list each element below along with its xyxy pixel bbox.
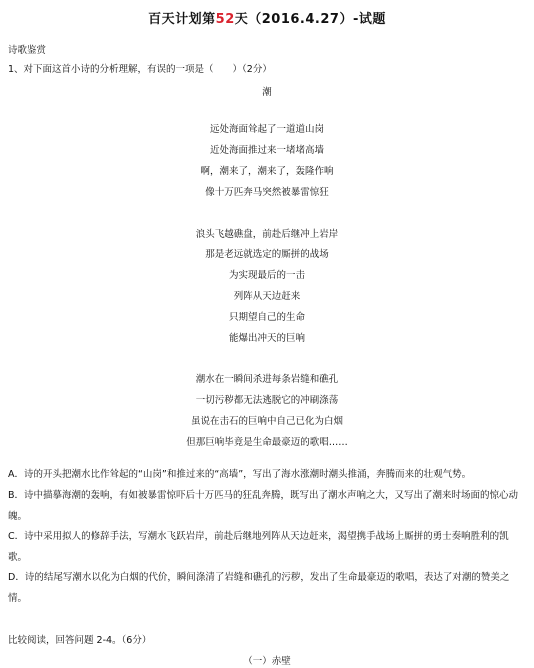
title-prefix: 百天计划第 bbox=[148, 12, 216, 27]
option-a: A．诗的开头把潮水比作耸起的“山岗”和推过来的“高墙”，写出了海水涨潮时潮头推涌，奔腾而来的壮观气势。 bbox=[8, 469, 472, 480]
poem-line: 那是老远就选定的厮拼的战场 bbox=[205, 249, 329, 260]
poem-title: 潮 bbox=[262, 87, 272, 98]
option-b: B．诗中描摹海潮的轰响，有如被暴雷惊吓后十万匹马的狂乱奔腾，既写出了潮水声响之大，又写出了潮来时场面的惊心动魄。 bbox=[8, 490, 519, 522]
poem-line: 列阵从天边赶来 bbox=[233, 291, 301, 302]
poem-line: 像十万匹奔马突然被暴雷惊狂 bbox=[205, 187, 329, 198]
poem-line: 为实现最后的一击 bbox=[228, 270, 305, 281]
poem-line: 但那巨响毕竟是生命最豪迈的歌唱…… bbox=[186, 437, 348, 448]
page-title bbox=[0, 8, 534, 27]
question-1: 1、对下面这首小诗的分析理解，有误的一项是（ ）（2分） bbox=[8, 64, 272, 75]
section-one-title: （一）赤壁 bbox=[243, 656, 291, 667]
poem-line: 啊，潮来了，潮来了，轰隆作响 bbox=[200, 166, 334, 177]
poem-line: 潮水在一瞬间杀进每条岩缝和礁孔 bbox=[195, 374, 339, 385]
section-heading: 诗歌鉴赏 bbox=[8, 45, 47, 56]
poem-line: 只期望自己的生命 bbox=[228, 312, 305, 323]
title-day-number: 52 bbox=[215, 12, 235, 27]
reading-instruction: 比较阅读，回答问题 2-4。（6分） bbox=[8, 635, 152, 646]
poem-line: 虽说在击石的巨响中自己已化为白烟 bbox=[190, 416, 343, 427]
title-suffix: 天（2016.4.27）-试题 bbox=[234, 12, 386, 27]
option-c: C．诗中采用拟人的修辞手法，写潮水飞跃岩岸，前赴后继地列阵从天边赶来，渴望携手战场上厮拼的勇士奏响胜利的凯歌。 bbox=[8, 531, 509, 563]
poem-line: 浪头飞越礁盘，前赴后继冲上岩岸 bbox=[195, 229, 339, 240]
poem-line: 近处海面推过来一堵堵高墙 bbox=[209, 145, 324, 156]
poem-line: 远处海面耸起了一道道山岗 bbox=[209, 124, 324, 135]
poem-line: 一切污秽都无法逃脱它的冲刷涤荡 bbox=[195, 395, 339, 406]
poem-line: 能爆出冲天的巨响 bbox=[228, 333, 305, 344]
option-d: D．诗的结尾写潮水以化为白烟的代价，瞬间涤清了岩缝和礁孔的污秽，发出了生命最豪迈的歌唱，表达了对潮的赞美之情。 bbox=[8, 572, 510, 604]
